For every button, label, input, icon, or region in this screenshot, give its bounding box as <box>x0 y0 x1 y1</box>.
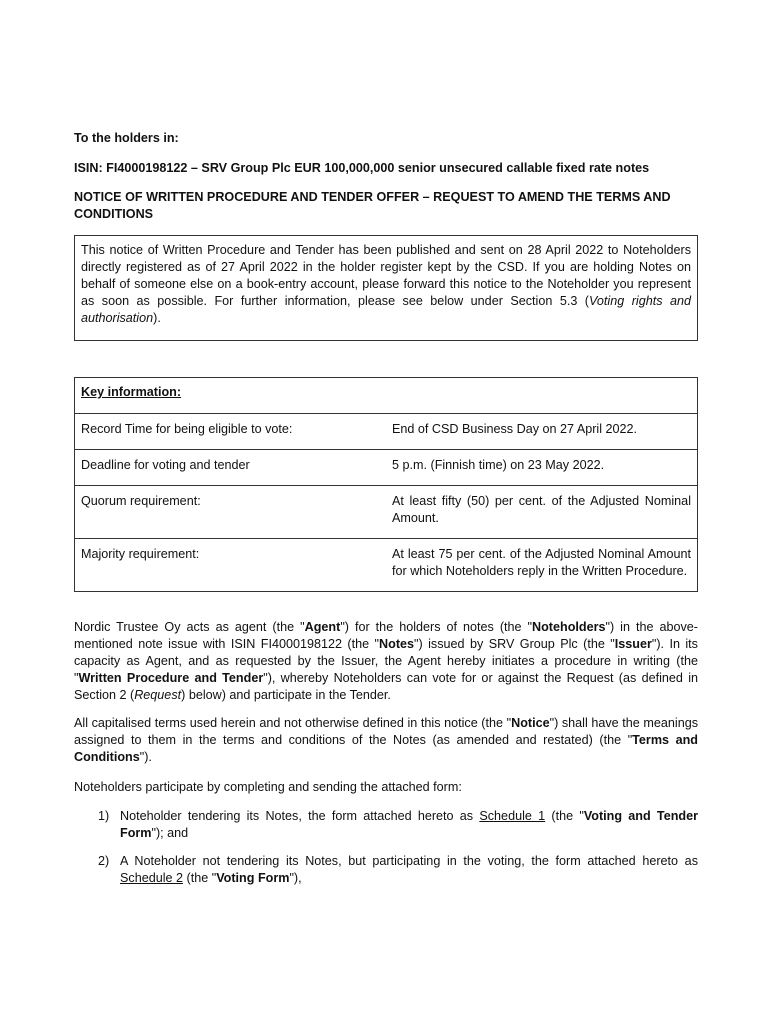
table-row <box>75 450 698 486</box>
majority-value: At least 75 per cent. of the Adjusted Nominal Amount for which Noteholders reply in the Written Procedure. <box>386 539 698 592</box>
term-notes: Notes <box>379 637 415 651</box>
list-number: 2) <box>98 854 110 868</box>
key-table-title-row <box>75 378 698 414</box>
agent-paragraph <box>74 619 698 704</box>
term-request: Request <box>134 688 182 702</box>
table-row <box>75 539 698 592</box>
isin-heading: ISIN: FI4000198122 – SRV Group Plc EUR 100,000,000 senior unsecured callable fixed rate notes <box>74 161 650 175</box>
record-time-value: End of CSD Business Day on 27 April 2022. <box>386 414 698 450</box>
schedule-1-link[interactable]: Schedule 1 <box>479 809 546 823</box>
notice-box <box>74 235 698 341</box>
notice-box-end: ). <box>153 311 161 325</box>
record-time-label: Record Time for being eligible to vote: <box>75 414 387 450</box>
text-run: "). <box>139 750 152 764</box>
majority-label: Majority requirement: <box>75 539 387 592</box>
list-item <box>74 808 698 842</box>
quorum-value: At least fifty (50) per cent. of the Adjusted Nominal Amount. <box>386 486 698 539</box>
text-run: "), whereby Noteholders can vote for or against the Request (as defined in Section 2 ( <box>74 671 698 702</box>
list-number: 1) <box>98 809 110 823</box>
text-run: ") shall have the meanings assigned to them in the terms and conditions of the Notes (as amended and restated) (the " <box>74 716 699 747</box>
capitalised-terms-paragraph <box>74 715 698 766</box>
term-terms-and-conditions: Terms and Conditions <box>74 733 698 764</box>
text-run: "); and <box>151 826 189 840</box>
quorum-label: Quorum requirement: <box>75 486 387 539</box>
deadline-value: 5 p.m. (Finnish time) on 23 May 2022. <box>386 450 698 486</box>
text-run: Nordic Trustee Oy acts as agent (the " <box>74 620 305 634</box>
text-run: (the " <box>183 871 217 885</box>
table-row <box>75 414 698 450</box>
text-run: "), <box>289 871 302 885</box>
term-noteholders: Noteholders <box>532 620 606 634</box>
term-agent: Agent <box>304 620 341 634</box>
term-written-procedure: Written Procedure and Tender <box>78 671 264 685</box>
schedule-2-link[interactable]: Schedule 2 <box>120 871 184 885</box>
to-holders-heading: To the holders in: <box>74 131 179 145</box>
text-run: ") in the above-mentioned note issue with ISIN FI4000198122 (the " <box>74 620 698 651</box>
participate-paragraph: Noteholders participate by completing and sending the attached form: <box>74 780 462 794</box>
text-run: Noteholder tendering its Notes, the form attached hereto as <box>120 809 480 823</box>
text-run: All capitalised terms used herein and not otherwise defined in this notice (the " <box>74 716 512 730</box>
notice-box-italic: Voting rights and authorisation <box>81 294 691 325</box>
notice-box-text: This notice of Written Procedure and Tender has been published and sent on 28 April 2022 to Noteholders directly registered as of 27 April 2022 in the holder register kept by the CSD. If you are holding Notes on behalf of someone else on a book-entry account, please forward this notice to the Noteholder you represent as soon as possible. For further information, please see below under Section 5.3 ( <box>81 243 691 308</box>
deadline-label: Deadline for voting and tender <box>75 450 387 486</box>
list-item <box>74 853 698 887</box>
term-voting-and-tender-form: Voting and Tender Form <box>120 809 698 840</box>
text-run: "). In its capacity as Agent, and as requested by the Issuer, the Agent hereby initiates a procedure in writing (the " <box>74 637 698 685</box>
term-notice: Notice <box>511 716 550 730</box>
key-information-title: Key information: <box>81 385 182 399</box>
text-run: ") issued by SRV Group Plc (the " <box>414 637 615 651</box>
text-run: A Noteholder not tendering its Notes, but participating in the voting, the form attached hereto as <box>120 854 698 868</box>
term-issuer: Issuer <box>614 637 652 651</box>
text-run: ) below) and participate in the Tender. <box>181 688 391 702</box>
table-row <box>75 486 698 539</box>
text-run: ") for the holders of notes (the " <box>340 620 533 634</box>
text-run: (the " <box>545 809 584 823</box>
notice-title: NOTICE OF WRITTEN PROCEDURE AND TENDER OFFER – REQUEST TO AMEND THE TERMS AND CONDITIONS <box>74 190 671 221</box>
key-information-table <box>74 377 698 592</box>
key-table-title-cell <box>75 378 698 414</box>
term-voting-form: Voting Form <box>216 871 290 885</box>
